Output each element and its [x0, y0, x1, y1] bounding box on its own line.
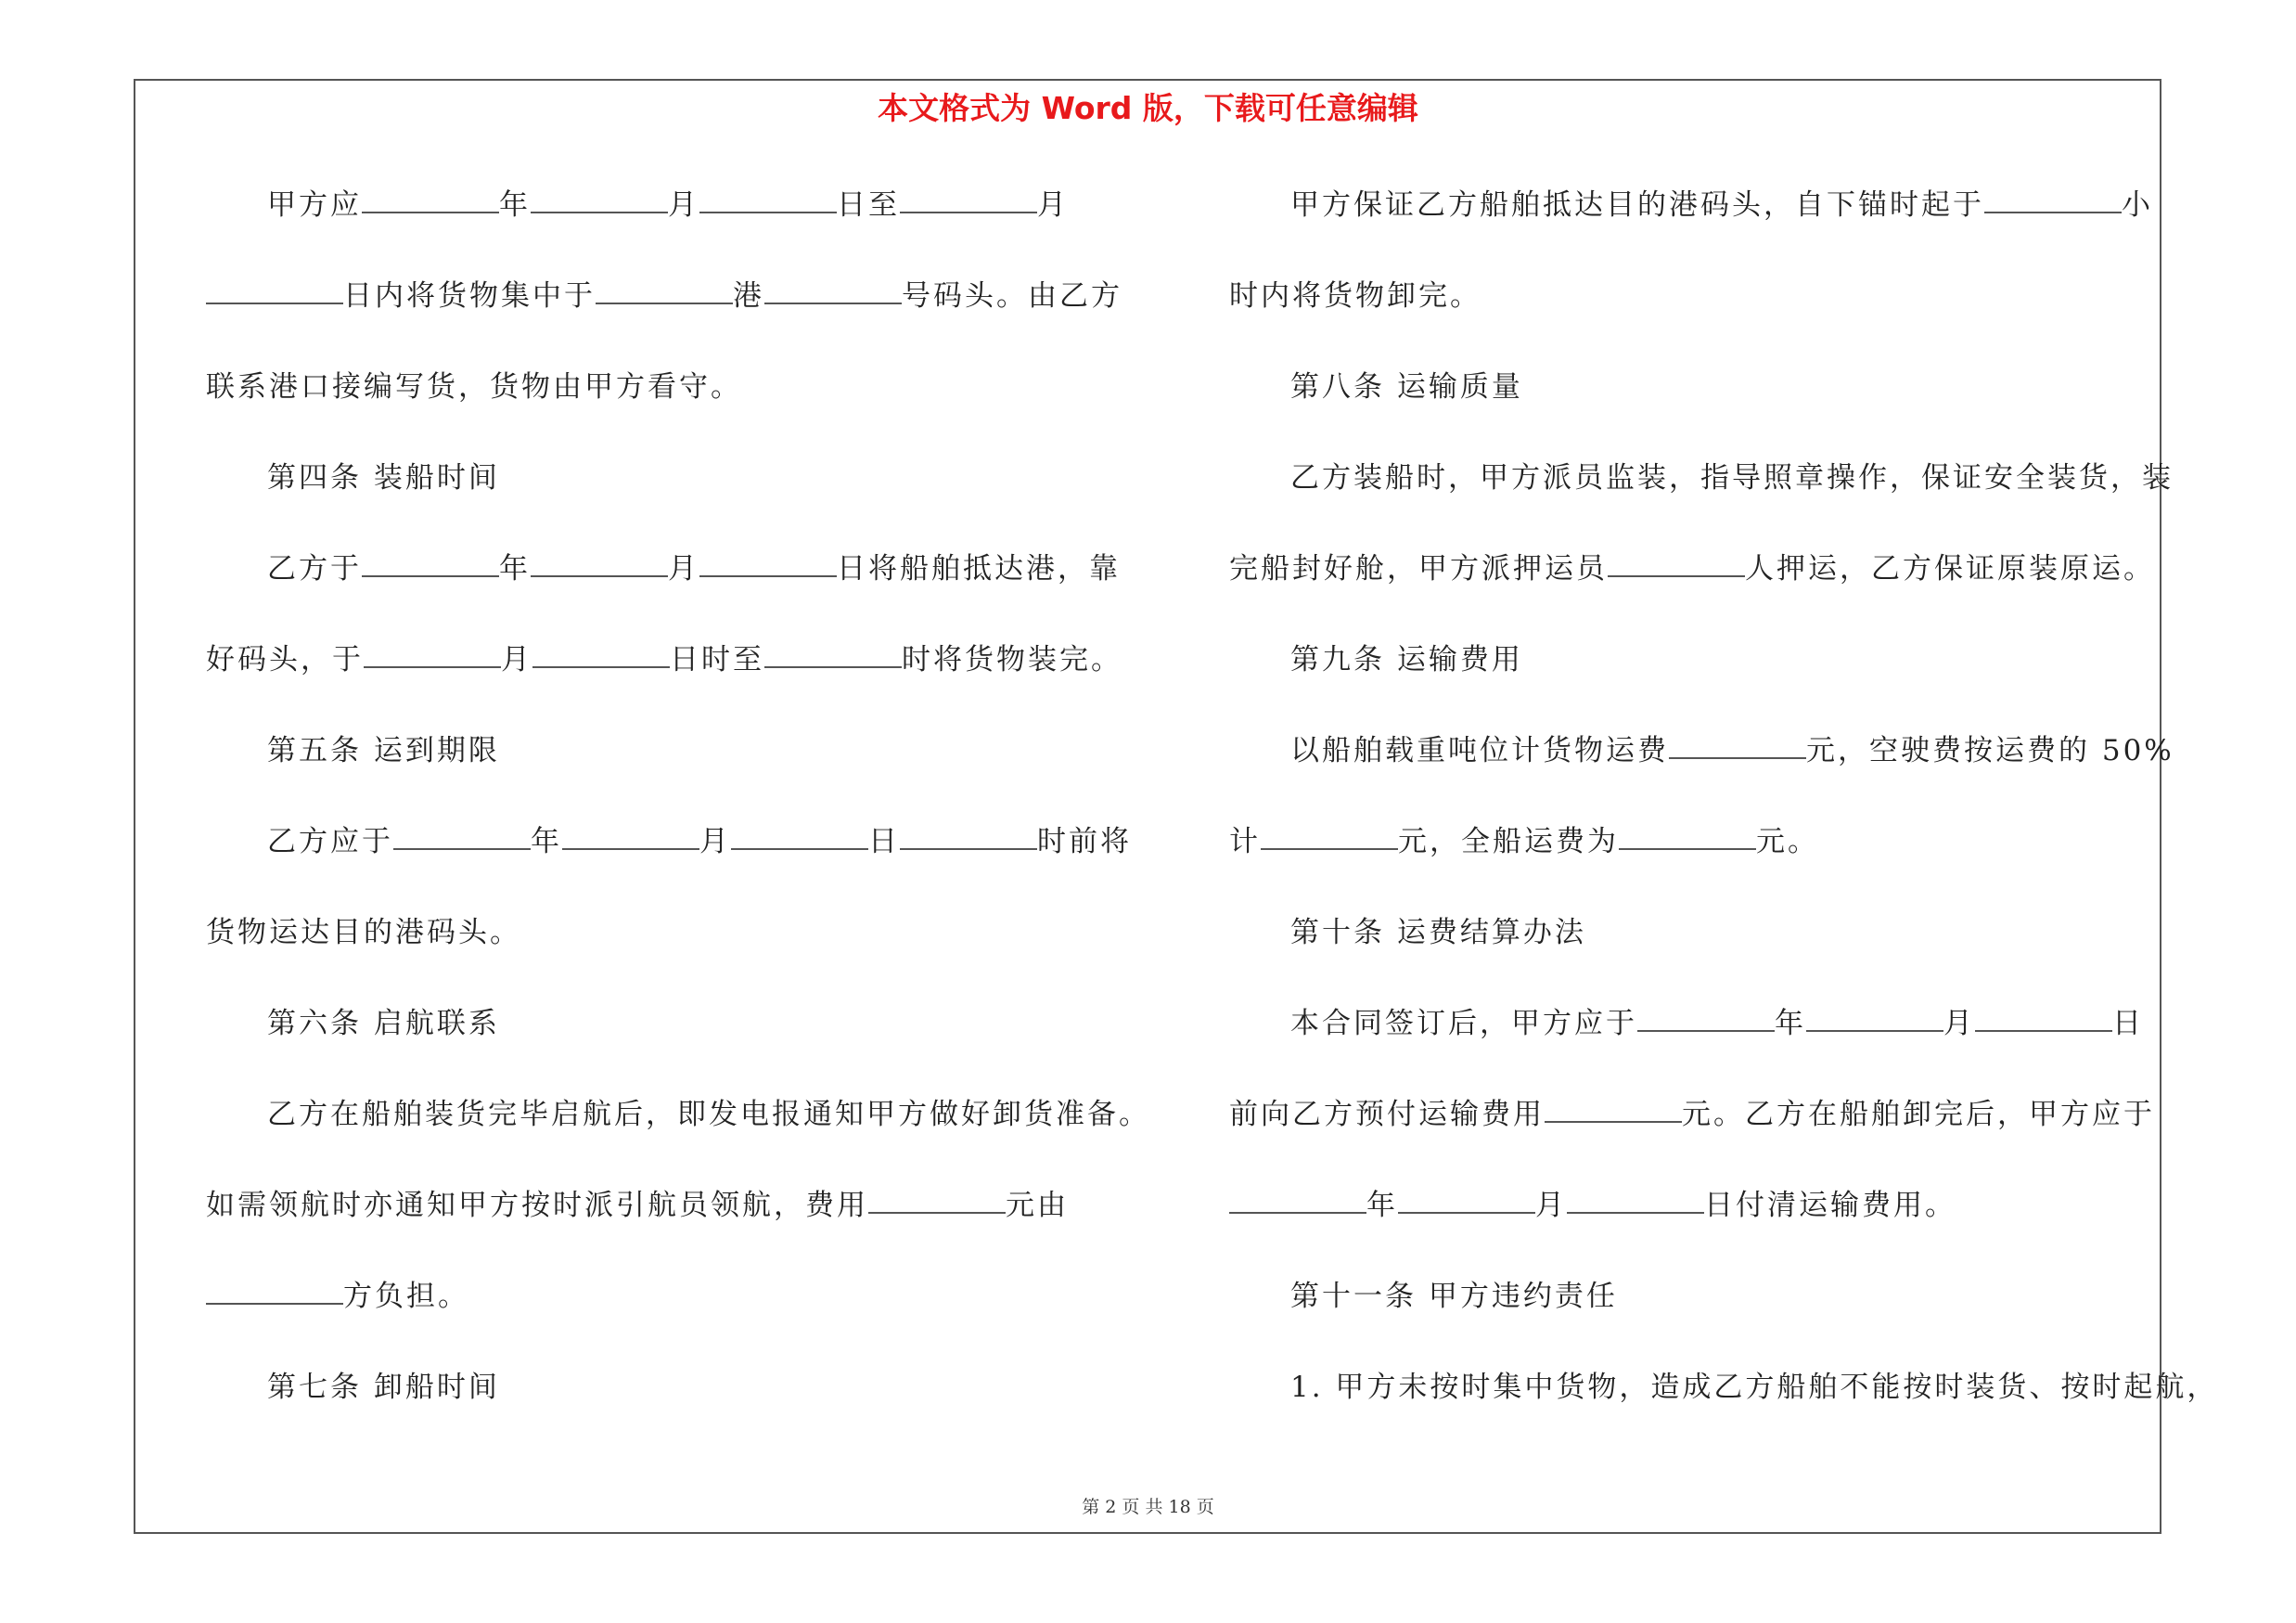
text-segment: 乙方于	[267, 552, 362, 586]
fill-blank	[1261, 818, 1398, 850]
section-heading	[267, 455, 500, 501]
text-segment: 时内将货物卸完。	[1229, 279, 1481, 313]
fill-blank	[531, 182, 668, 213]
fill-blank	[764, 273, 902, 304]
fill-blank	[900, 818, 1037, 850]
fill-blank	[764, 637, 902, 668]
text-segment: 日时至	[670, 643, 764, 676]
text-segment: 月	[1535, 1189, 1567, 1222]
text-segment: 货物运达目的港码头。	[206, 916, 521, 949]
fill-blank	[532, 637, 670, 668]
text-segment: 元。乙方在船舶卸完后，甲方应于	[1682, 1098, 2155, 1131]
text-segment: 乙方应于	[267, 825, 393, 858]
text-segment: 日至	[837, 188, 900, 222]
text-line	[1290, 1364, 2218, 1410]
text-segment: 乙方装船时，甲方派员监装，指导照章操作，保证安全装货，装	[1290, 461, 2174, 495]
text-line	[1290, 728, 2174, 774]
fill-blank	[362, 182, 499, 213]
section-heading	[267, 1364, 500, 1410]
fill-blank	[1984, 182, 2122, 213]
fill-blank	[364, 637, 501, 668]
text-segment: 年	[1775, 1007, 1806, 1040]
text-segment: 港	[733, 279, 764, 313]
text-segment: 乙方在船舶装货完毕启航后，即发电报通知甲方做好卸货准备。	[267, 1098, 1150, 1131]
text-line	[206, 909, 521, 956]
text-segment: 小	[2122, 188, 2153, 222]
text-segment: 年	[531, 825, 562, 858]
text-segment: 元，空驶费按运费的 50%	[1806, 734, 2174, 767]
text-segment: 本合同签订后，甲方应于	[1290, 1007, 1637, 1040]
fill-blank	[206, 1273, 343, 1305]
text-line	[206, 1273, 469, 1320]
text-line	[1229, 1182, 1956, 1229]
fill-blank	[1229, 1182, 1366, 1214]
fill-blank	[1619, 818, 1756, 850]
text-segment: 时前将	[1037, 825, 1132, 858]
text-segment: 月	[501, 643, 532, 676]
text-segment: 月	[1037, 188, 1069, 222]
text-segment: 日	[868, 825, 900, 858]
text-segment: 1. 甲方未按时集中货物，造成乙方船舶不能按时装货、按时起航，	[1290, 1371, 2219, 1404]
text-segment: 以船舶载重吨位计货物运费	[1290, 734, 1669, 767]
fill-blank	[1806, 1000, 1943, 1032]
fill-blank	[1567, 1182, 1704, 1214]
fill-blank	[1975, 1000, 2112, 1032]
fill-blank	[1608, 546, 1745, 577]
text-segment: 前向乙方预付运输费用	[1229, 1098, 1545, 1131]
section-heading	[267, 728, 500, 774]
section-heading	[1290, 909, 1586, 956]
text-line	[1290, 182, 2153, 228]
text-segment: 日	[2112, 1007, 2144, 1040]
fill-blank	[1545, 1091, 1682, 1123]
text-segment: 第八条 运输质量	[1290, 370, 1523, 404]
text-segment: 甲方保证乙方船舶抵达目的港码头，自下锚时起于	[1290, 188, 1984, 222]
text-segment: 如需领航时亦通知甲方按时派引航员领航，费用	[206, 1189, 868, 1222]
text-line	[1290, 1000, 2144, 1047]
fill-blank	[562, 818, 699, 850]
fill-blank	[1637, 1000, 1775, 1032]
text-segment: 第十一条 甲方违约责任	[1290, 1280, 1618, 1313]
section-heading	[1290, 637, 1523, 683]
fill-blank	[900, 182, 1037, 213]
fill-blank	[699, 546, 837, 577]
text-segment: 联系港口接编写货，货物由甲方看守。	[206, 370, 742, 404]
text-line	[267, 1091, 1150, 1138]
text-segment: 第四条 装船时间	[267, 461, 500, 495]
fill-blank	[1398, 1182, 1535, 1214]
text-segment: 方负担。	[343, 1280, 469, 1313]
text-segment: 完船封好舱，甲方派押运员	[1229, 552, 1608, 586]
section-heading	[1290, 1273, 1618, 1320]
text-segment: 好码头，于	[206, 643, 364, 676]
text-segment: 日付清运输费用。	[1704, 1189, 1956, 1222]
text-line	[267, 546, 1121, 592]
text-line	[1229, 1091, 2155, 1138]
text-segment: 年	[1366, 1189, 1398, 1222]
section-heading	[267, 1000, 500, 1047]
fill-blank	[531, 546, 668, 577]
fill-blank	[362, 546, 499, 577]
section-heading	[1290, 364, 1523, 410]
text-segment: 第九条 运输费用	[1290, 643, 1523, 676]
text-segment: 计	[1229, 825, 1261, 858]
text-segment: 甲方应	[267, 188, 362, 222]
text-segment: 第七条 卸船时间	[267, 1371, 500, 1404]
fill-blank	[731, 818, 868, 850]
text-segment: 号码头。由乙方	[902, 279, 1122, 313]
header-banner: 本文格式为 Word 版，下载可任意编辑	[878, 90, 1418, 126]
fill-blank	[868, 1182, 1006, 1214]
fill-blank	[393, 818, 531, 850]
text-segment: 年	[499, 188, 531, 222]
text-segment: 月	[668, 188, 699, 222]
text-segment: 第十条 运费结算办法	[1290, 916, 1586, 949]
text-segment: 日内将货物集中于	[343, 279, 596, 313]
text-segment: 月	[668, 552, 699, 586]
text-line	[206, 364, 742, 410]
text-segment: 元。	[1756, 825, 1819, 858]
text-segment: 人押运，乙方保证原装原运。	[1745, 552, 2155, 586]
page-footer: 第 2 页 共 18 页	[1082, 1497, 1214, 1517]
text-line	[1229, 818, 1819, 865]
text-line	[267, 818, 1132, 865]
text-segment: 第五条 运到期限	[267, 734, 500, 767]
fill-blank	[699, 182, 837, 213]
fill-blank	[596, 273, 733, 304]
text-line	[1229, 273, 1481, 319]
text-segment: 时将货物装完。	[902, 643, 1122, 676]
text-segment: 第六条 启航联系	[267, 1007, 500, 1040]
text-line	[206, 1182, 1069, 1229]
text-line	[206, 637, 1122, 683]
text-segment: 日将船舶抵达港，靠	[837, 552, 1121, 586]
text-line	[1290, 455, 2174, 501]
text-line	[1229, 546, 2155, 592]
fill-blank	[206, 273, 343, 304]
text-segment: 年	[499, 552, 531, 586]
text-segment: 元由	[1006, 1189, 1069, 1222]
text-segment: 月	[1943, 1007, 1975, 1040]
text-segment: 元，全船运费为	[1398, 825, 1619, 858]
text-segment: 月	[699, 825, 731, 858]
text-line	[206, 273, 1122, 319]
fill-blank	[1669, 728, 1806, 759]
text-line	[267, 182, 1069, 228]
